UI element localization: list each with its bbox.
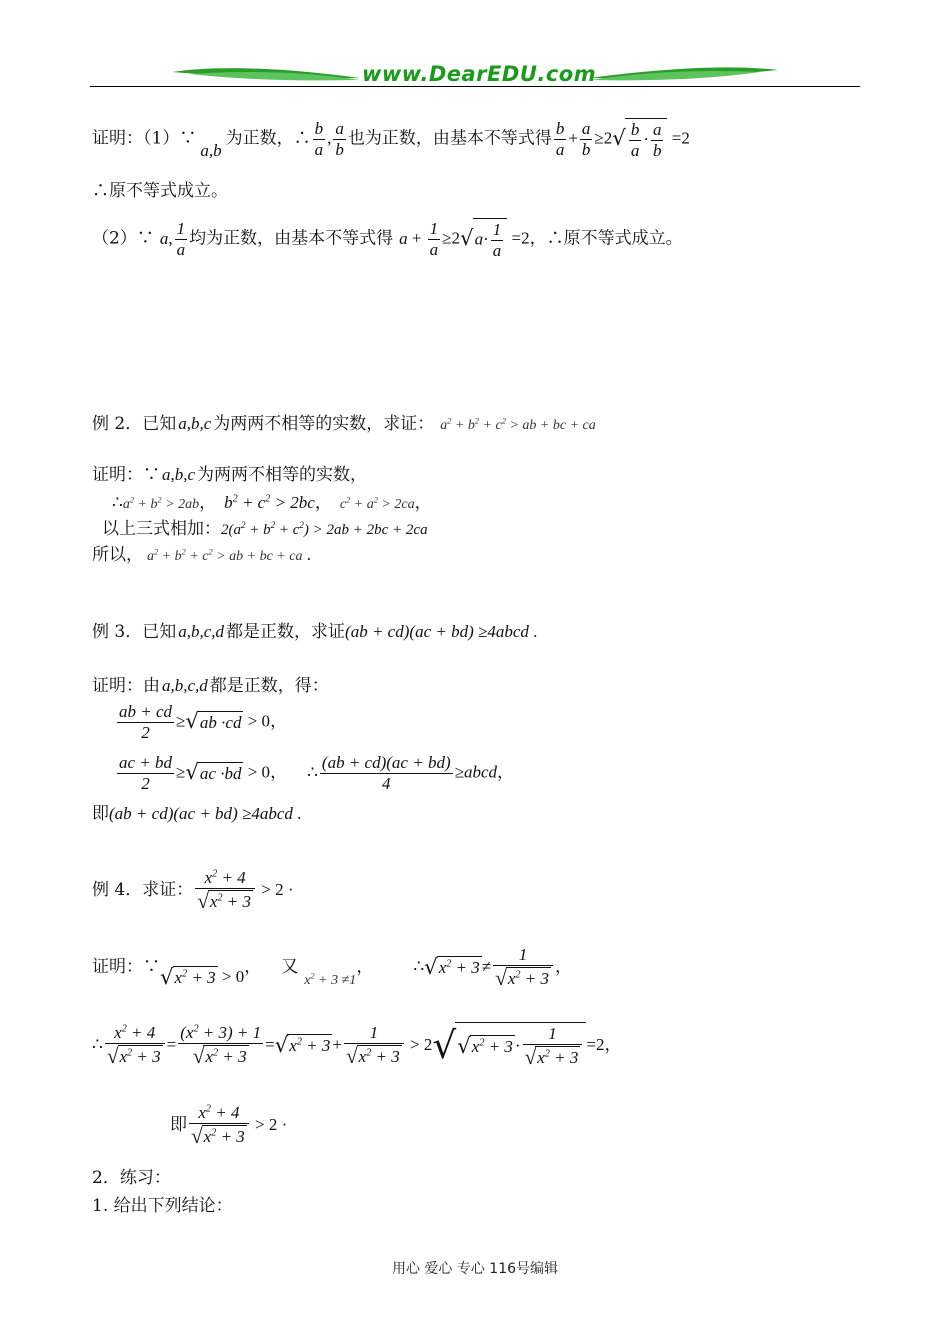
example4-proof-also: 又 xyxy=(281,957,299,977)
section2-heading: 2．练习： xyxy=(92,1168,171,1188)
example3-prefix: 例 3．已知 xyxy=(92,622,177,642)
example4-statement: 例 4．求证： $\frac{x^2 + 4}{√x^2 + 3}$ > 2 · xyxy=(92,868,294,913)
example4-proof-line1: 证明：$\because√x^2 + 3 > 0$， 又$_{x^2 + 3 \ne 1}$， $\therefore√x^2 + 3$ ≠ $\frac{1}{√x^2 + 3}$ ， xyxy=(92,945,572,990)
example4-proof-line2: ∴ $\frac{x^2 + 4}{√x^2 + 3}$ = $\frac{(x^2 + 3) + 1}{√x^2 + 3}$ $=√x^2 + 3$ + $\frac{1}{√x^2 + 3}$ > $2√√x^2 + 3$ · $\frac{1}{√x^2 + 3}$ =2， xyxy=(92,1023,622,1069)
example2-proof-line3: 以上三式相加：$2(a^2 + b^2 + c^2) > 2ab + 2bc + 2ca$ xyxy=(102,519,428,539)
example3-mid: 都是正数，求证 xyxy=(226,622,346,642)
example4-prefix: 例 4．求证： xyxy=(92,880,194,900)
example3-proof-line2: $\frac{ab + cd}{2}$ ≥√ab ·cd > 0， xyxy=(119,702,288,742)
proof1-line: 证明：（1）∵a,b为正数，∴ $\frac{b}{a}$ , $\frac{a}{b}$ 也为正数，由基本不等式得 $\frac{b}{a}$ + $\frac{a}{b}$ ≥2√ $\frac{b}{a}$ · $\frac{a}{b}$ =2 xyxy=(92,119,690,160)
example2-prefix: 例 2．已知 xyxy=(92,414,177,434)
proof1-tail: 也为正数，由基本不等式得 xyxy=(347,128,552,149)
header-rule xyxy=(90,86,860,87)
example3-proof-mid: 都是正数，得： xyxy=(209,676,329,696)
example3-proof-thus: 即 xyxy=(92,804,109,824)
proof1-conclusion: ∴原不等式成立。 xyxy=(92,181,228,201)
header-site-name: www.DearEDU.com xyxy=(362,62,597,86)
example2-proof-line2: $\therefore a^2 + b^2 > 2ab$， $b^2 + c^2 > 2bc$， $c^2 + a^2 > 2ca$， xyxy=(112,493,432,513)
proof2-prefix: （2）∵ xyxy=(92,228,154,249)
example2-proof-so: 所以， xyxy=(92,545,143,565)
proof2-mid: 均为正数，由基本不等式得 xyxy=(189,228,394,249)
example4-proof-thus: 即 xyxy=(170,1115,187,1135)
example4-proof-prefix: 证明：∵ xyxy=(92,957,160,977)
example3-statement: 例 3．已知 a,b,c,d 都是正数，求证(ab + cd)(ac + bd) ≥4abcd . xyxy=(92,622,538,642)
example2-proof-sum-label: 以上三式相加： xyxy=(102,519,221,539)
exercise-item-1: 1. 给出下列结论： xyxy=(92,1196,233,1216)
proof1-mid: 为正数，∴ xyxy=(225,128,311,149)
proof2-line: （2）∵ a, $\frac{1}{a}$ 均为正数，由基本不等式得 a + $\frac{1}{a}$ ≥2√a· $\frac{1}{a}$ =2，∴原不等式成立。 xyxy=(92,219,683,260)
proof1-prefix: 证明：（1）∵ xyxy=(92,128,197,149)
example2-proof-mid: 为两两不相等的实数， xyxy=(197,465,368,485)
example2-statement: 例 2．已知 a,b,c 为两两不相等的实数，求证： $a^2 + b^2 + c^2$ > ab + bc + ca xyxy=(92,414,596,434)
page-footer: 用心 爱心 专心 116号编辑 xyxy=(391,1261,559,1277)
example4-proof-line3: 即 $\frac{x^2 + 4}{√x^2 + 3}$ > 2 · xyxy=(170,1103,288,1148)
example2-proof-line1: 证明：∵ a,b,c 为两两不相等的实数， xyxy=(92,465,368,485)
example3-proof-prefix: 证明：由 xyxy=(92,676,160,696)
example3-proof-line1: 证明：由 a,b,c,d 都是正数，得： xyxy=(92,676,329,696)
example3-proof-line4: 即(ab + cd)(ac + bd) ≥4abcd . xyxy=(92,804,302,824)
example2-mid: 为两两不相等的实数，求证： xyxy=(213,414,435,434)
example3-proof-line3: $\frac{ac + bd}{2}$ ≥√ac ·bd > 0， ∴ $\frac{(ab + cd)(ac + bd)}{4}$ ≥abcd， xyxy=(119,753,515,793)
proof2-tail: ，∴原不等式成立。 xyxy=(529,228,683,249)
example2-proof-line4: 所以， $a^2 + b^2 + c^2$ > ab + bc + ca . xyxy=(92,545,311,565)
example2-proof-prefix: 证明：∵ xyxy=(92,465,160,485)
